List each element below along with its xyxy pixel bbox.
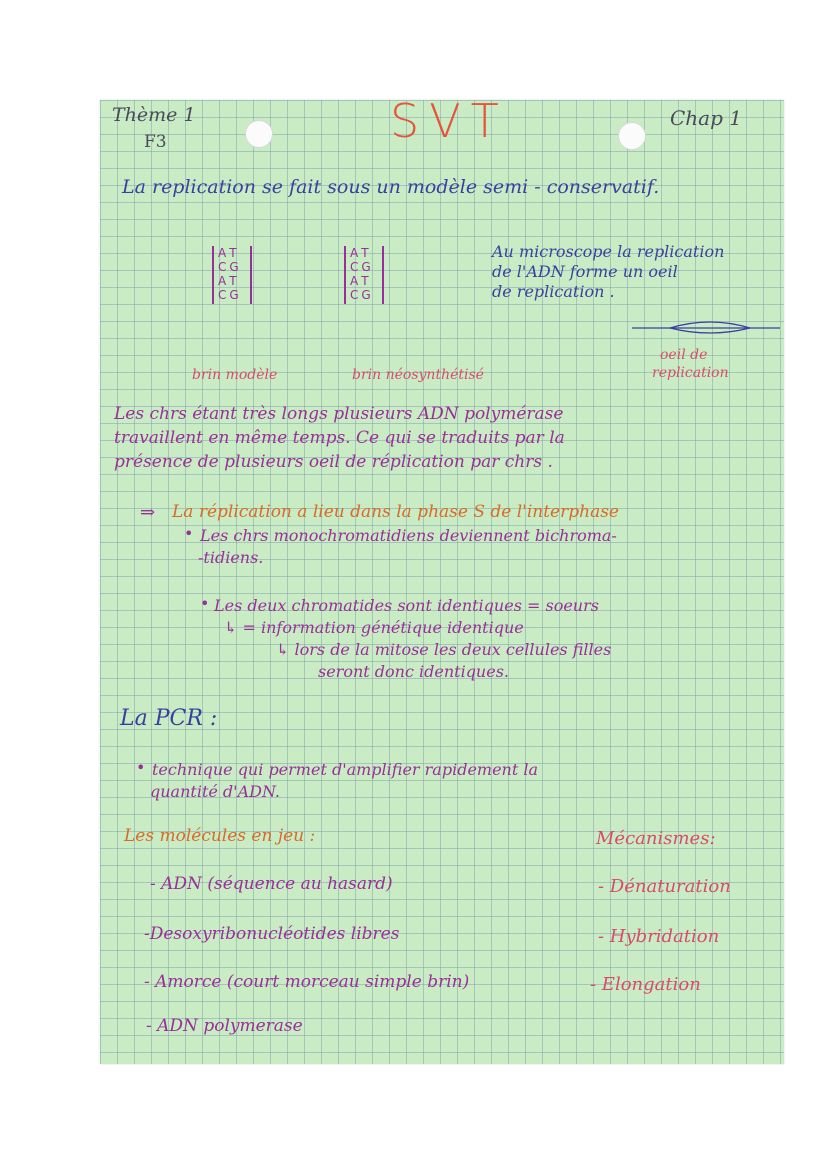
base-pair-model-1-right: T <box>229 246 237 260</box>
base-pair-new-4-right: G <box>361 288 371 302</box>
pcr-bullet-icon: • <box>136 758 146 777</box>
microscope-note-line-3: de replication . <box>492 282 615 301</box>
molecule-3: - Amorce (court morceau simple brin) <box>144 972 470 992</box>
pcr-heading: La PCR : <box>120 706 218 731</box>
base-pair-new-4-left: C <box>350 288 359 302</box>
microscope-note-line-1: Au microscope la replication <box>492 242 725 261</box>
label-strand-model: brin modèle <box>192 367 278 383</box>
notebook-page <box>100 94 784 1064</box>
bullet-1-line-2: -tidiens. <box>198 548 264 567</box>
microscope-note-line-2: de l'ADN forme un oeil <box>492 262 678 281</box>
mechanism-1: - Dénaturation <box>598 876 731 897</box>
base-pair-new-1-right: T <box>361 246 369 260</box>
base-pair-new-2-left: C <box>350 260 359 274</box>
molecule-4: - ADN polymerase <box>146 1016 303 1036</box>
base-pair-new-2-right: G <box>361 260 371 274</box>
bullet-1-icon: • <box>184 524 194 543</box>
chapter-label: Chap 1 <box>670 106 742 130</box>
pcr-definition-line-2: quantité d'ADN. <box>150 782 281 801</box>
pcr-definition-line-1: technique qui permet d'amplifier rapidement la <box>152 760 539 779</box>
base-pair-new-3-left: A <box>350 274 359 288</box>
bullet-2-icon: • <box>200 594 210 613</box>
page-title: SVT <box>390 94 509 148</box>
theme-label: Thème 1 <box>112 104 196 126</box>
sub-point-1: ↳ = information génétique identique <box>224 618 524 637</box>
strand-new <box>350 246 371 302</box>
base-pair-model-2-right: G <box>229 260 239 274</box>
class-code: F3 <box>144 132 167 152</box>
replication-eye-sketch <box>630 316 780 346</box>
molecule-2: -Desoxyribonucléotides libres <box>144 924 400 944</box>
molecules-heading: Les molécules en jeu : <box>124 826 316 846</box>
base-pair-model-3-right: T <box>229 274 237 288</box>
base-pair-new-3-right: T <box>361 274 369 288</box>
base-pair-model-1-left: A <box>218 246 227 260</box>
label-strand-new: brin néosynthétisé <box>352 367 484 383</box>
base-pair-model-3-left: A <box>218 274 227 288</box>
punch-hole-left <box>245 120 273 148</box>
base-pair-model-4-left: C <box>218 288 227 302</box>
sub-point-2-line-1: ↳ lors de la mitose les deux cellules filles <box>276 640 612 659</box>
strand-model <box>218 246 239 302</box>
paragraph-line-2: travaillent en même temps. Ce qui se traduits par la <box>114 428 565 448</box>
intro-sentence: La replication se fait sous un modèle semi - conservatif. <box>122 176 660 198</box>
mechanism-2: - Hybridation <box>598 926 720 947</box>
mechanism-3: - Elongation <box>590 974 701 995</box>
phase-line: La réplication a lieu dans la phase S de l'interphase <box>172 502 619 522</box>
mechanisms-heading: Mécanismes: <box>596 828 716 849</box>
base-pair-new-1-left: A <box>350 246 359 260</box>
arrow-icon: ⇒ <box>140 502 156 523</box>
punch-hole-right <box>618 122 646 150</box>
bullet-1-line-1: Les chrs monochromatidiens deviennent bichroma- <box>200 526 617 545</box>
base-pair-model-4-right: G <box>229 288 239 302</box>
paragraph-line-3: présence de plusieurs oeil de réplication par chrs . <box>114 452 553 472</box>
eye-label-line-2: replication <box>652 365 729 381</box>
bullet-2-line: Les deux chromatides sont identiques = soeurs <box>214 596 599 615</box>
paragraph-line-1: Les chrs étant très longs plusieurs ADN polymérase <box>114 404 564 424</box>
eye-label-line-1: oeil de <box>660 347 708 363</box>
sub-point-2-line-2: seront donc identiques. <box>318 662 509 681</box>
molecule-1: - ADN (séquence au hasard) <box>150 874 393 894</box>
base-pair-model-2-left: C <box>218 260 227 274</box>
